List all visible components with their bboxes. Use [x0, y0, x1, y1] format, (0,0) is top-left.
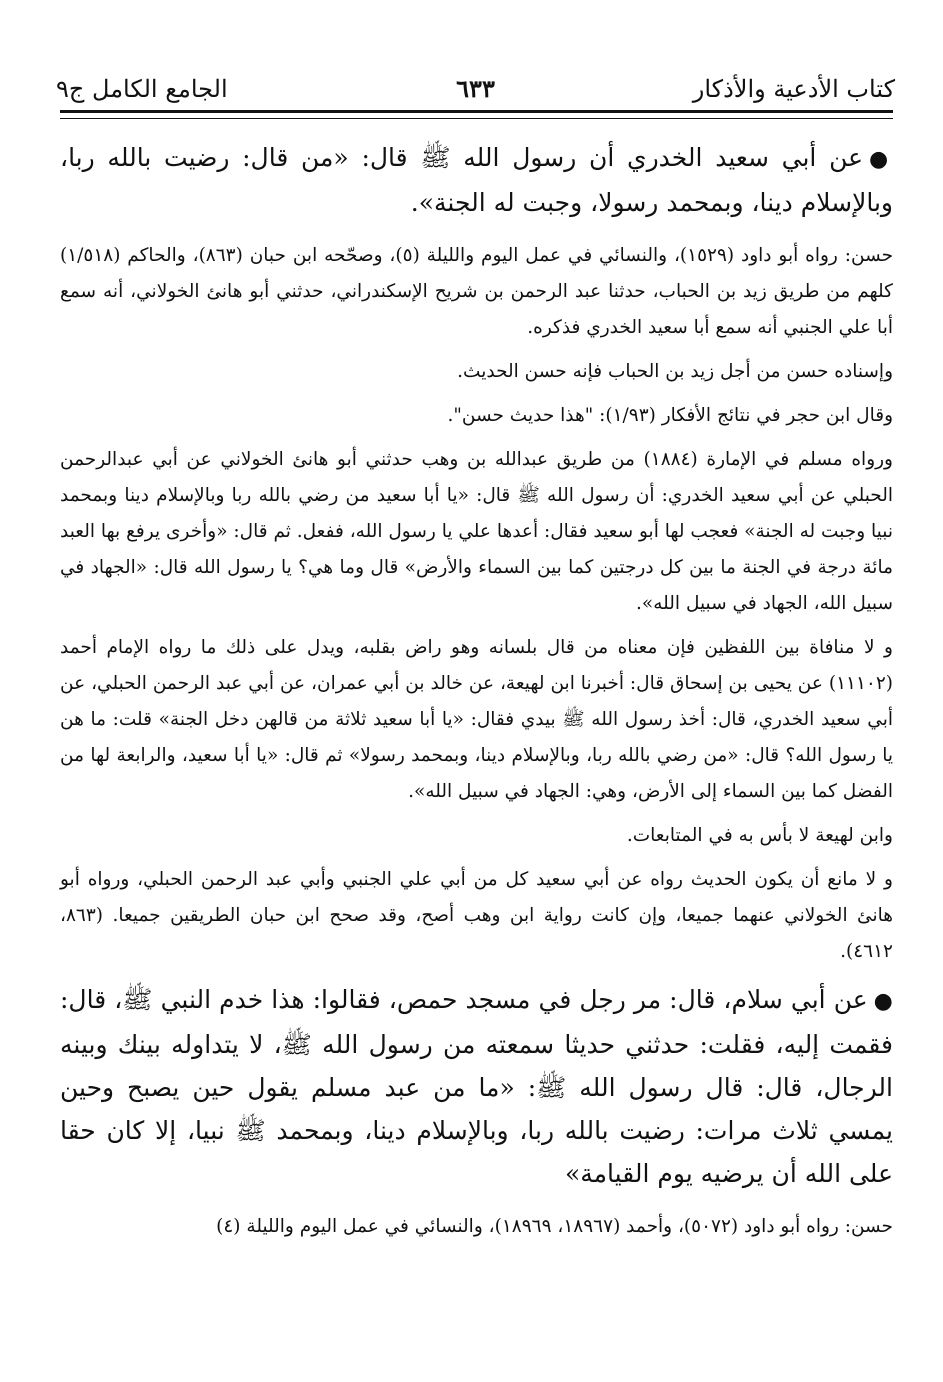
takhrij-note: وإسناده حسن من أجل زيد بن الحباب فإنه حسن الحديث. — [457, 361, 893, 382]
takhrij-note: و لا منافاة بين اللفظين فإن معناه من قال بلسانه وهو راض بقلبه، ويدل على ذلك ما رواه الإمام أحمد (١١١٠٢) عن يحيى بن إسحاق قال: أخبرنا ابن لهيعة، عن خالد بن أبي عمران، عن أبي عبد الرحمن الحبلي، عن أبي سعيد الخدري، قال: أخذ رسول الله ﷺ بيدي فقال: «يا أبا سعيد ثلاثة من قالهن دخل الجنة» قلت: ما هن يا رسول الله؟ قال: «من رضي بالله ربا، وبالإسلام دينا، وبمحمد رسولا» ثم قال: «يا أبا سعيد، والرابعة لها من الفضل كما بين السماء إلى الأرض، وهي: الجهاد في سبيل الله». — [60, 637, 893, 802]
takhrij-note: وابن لهيعة لا بأس به في المتابعات. — [626, 825, 893, 846]
takhrij-note: ورواه مسلم في الإمارة (١٨٨٤) من طريق عبدالله بن وهب حدثني أبو هانئ الخولاني عن أبي عبدالرحمن الحبلي عن أبي سعيد الخدري: أن رسول الله ﷺ قال: «يا أبا سعيد من رضي بالله ربا وبالإسلام دينا وبمحمد نبيا وجبت له الجنة» فعجب لها أبو سعيد فقال: أعدها علي يا رسول الله، ففعل. ثم قال: «وأخرى يرفع بها العبد مائة درجة في الجنة ما بين كل درجتين كما بين السماء والأرض» قال وما هي؟ يا رسول الله قال: «الجهاد في سبيل الله، الجهاد في سبيل الله». — [60, 449, 893, 614]
hadith-text: عن أبي سعيد الخدري أن رسول الله ﷺ قال: «من قال: رضيت بالله ربا، وبالإسلام دينا، وبمحمد رسولا، وجبت له الجنة». — [60, 143, 893, 217]
series-title: الجامع الكامل ج٩ — [56, 75, 228, 103]
hadith-paragraph — [60, 978, 893, 1195]
bullet-icon: ● — [873, 989, 893, 1014]
takhrij-note: وقال ابن حجر في نتائج الأفكار (١/٩٣): "هذا حديث حسن". — [447, 405, 893, 426]
hadith-paragraph — [60, 136, 893, 224]
page-number: ٦٣٣ — [456, 74, 495, 103]
header-rule-thin — [60, 118, 893, 119]
page-content — [60, 136, 893, 1253]
book-title: كتاب الأدعية والأذكار — [692, 75, 895, 103]
bullet-icon: ● — [869, 147, 893, 172]
header-rule-thick — [60, 110, 893, 113]
takhrij-note: حسن: رواه أبو داود (١٥٢٩)، والنسائي في عمل اليوم والليلة (٥)، وصحّحه ابن حبان (٨٦٣)، والحاكم (١/٥١٨) كلهم من طريق زيد بن الحباب، حدثنا عبد الرحمن بن شريح الإسكندراني، حدثني أبو هانئ الخولاني، أنه سمع أبا علي الجنبي أنه سمع أبا سعيد الخدري فذكره. — [60, 245, 894, 338]
takhrij-note: و لا مانع أن يكون الحديث رواه عن أبي سعيد كل من أبي علي الجنبي وأبي عبد الرحمن الحبلي، ورواه أبو هانئ الخولاني عنهما جميعا، وإن كانت رواية ابن وهب أصح، وقد صحح ابن حبان الطريقين جميعا. (٨٦٣، ٤٦١٢). — [60, 869, 893, 962]
takhrij-note: حسن: رواه أبو داود (٥٠٧٢)، وأحمد (١٨٩٦٧، ١٨٩٦٩)، والنسائي في عمل اليوم والليلة (٤) — [216, 1216, 893, 1237]
hadith-text: عن أبي سلام، قال: مر رجل في مسجد حمص، فقالوا: هذا خدم النبي ﷺ، قال: فقمت إليه، فقلت: حدثني حديثا سمعته من رسول الله ﷺ، لا يتداوله بينك وبينه الرجال، قال: قال رسول الله ﷺ: «ما من عبد مسلم يقول حين يصبح وحين يمسي ثلاث مرات: رضيت بالله ربا، وبالإسلام دينا، وبمحمد ﷺ نبيا، إلا كان حقا على الله أن يرضيه يوم القيامة» — [60, 985, 893, 1188]
page-header — [56, 62, 895, 108]
